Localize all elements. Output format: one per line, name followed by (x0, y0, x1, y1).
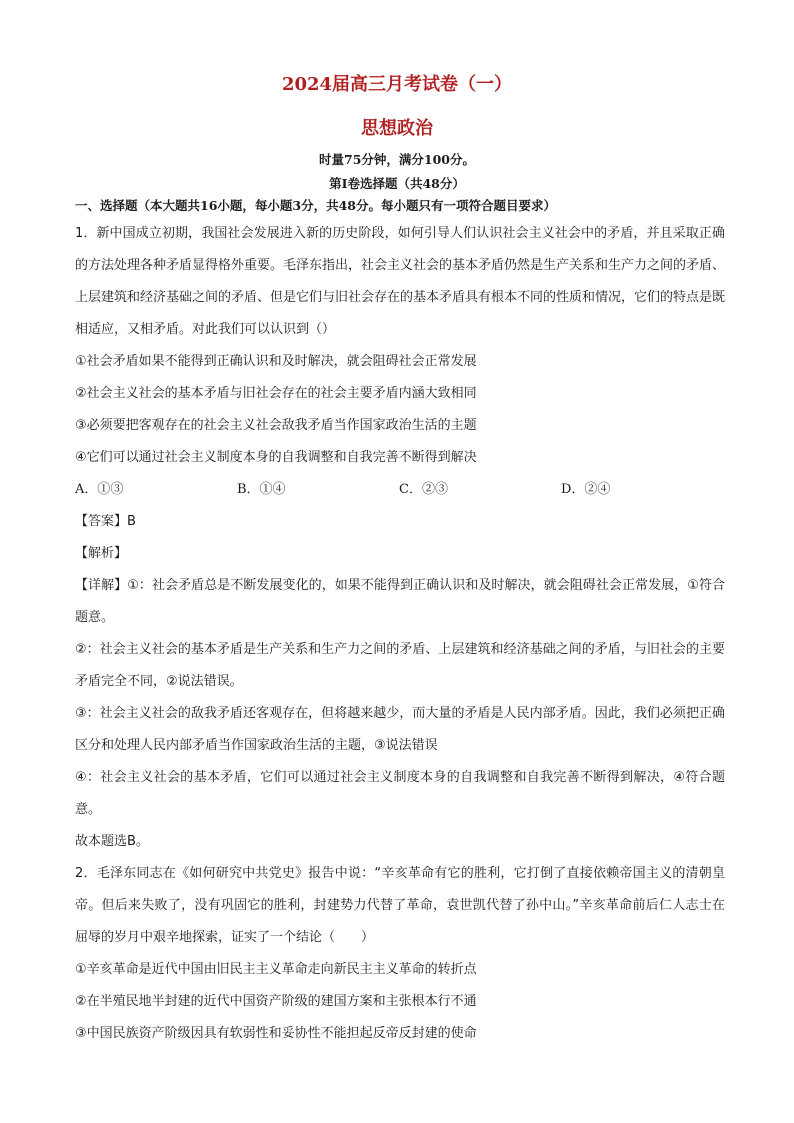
question-2 (75, 858, 725, 1050)
question-2-item-1: ①辛亥革命是近代中国由旧民主主义革命走向新民主主义革命的转折点 (75, 962, 477, 977)
section-heading: 一、选择题（本大题共16小题，每小题3分，共48分。每小题只有一项符合题目要求） (75, 198, 556, 213)
option-a: A．①③ (75, 482, 124, 497)
exam-content (75, 196, 725, 1050)
analysis-paragraph-3: ③：社会主义社会的敌我矛盾还客观存在，但将越来越少，而大量的矛盾是人民内部矛盾。因此，我们必须把正确区分和处理人民内部矛盾当作国家政治生活的主题，③说法错误 (75, 706, 725, 753)
analysis-paragraph-2: ②：社会主义社会的基本矛盾是生产关系和生产力之间的矛盾、上层建筑和经济基础之间的矛盾，与旧社会的主要矛盾完全不同，②说法错误。 (75, 642, 725, 689)
question-2-item-3: ③中国民族资产阶级因具有软弱性和妥协性不能担起反帝反封建的使命 (75, 1026, 477, 1041)
question-1-item-2: ②社会主义社会的基本矛盾与旧社会存在的社会主要矛盾内涵大致相同 (75, 386, 477, 401)
question-1-item-3: ③必须要把客观存在的社会主义社会敌我矛盾当作国家政治生活的主题 (75, 418, 477, 433)
question-2-item-2: ②在半殖民地半封建的近代中国资产阶级的建国方案和主张根本行不通 (75, 994, 477, 1009)
part-title: 第Ⅰ卷选择题（共48分） (329, 176, 465, 191)
question-2-stem: 2．毛泽东同志在《如何研究中共党史》报告中说：“辛亥革命有它的胜利，它打倒了直接依赖帝国主义的清朝皇帝。但后来失败了，没有巩固它的胜利，封建势力代替了革命，袁世凯代替了孙中山。”辛亥革命前后仁人志士在屈辱的岁月中艰辛地探索，证实了一个结论（ ） (75, 866, 725, 945)
question-1 (75, 218, 725, 858)
analysis-paragraph-1: 【详解】①：社会矛盾总是不断发展变化的，如果不能得到正确认识和及时解决，就会阻碍社会正常发展，①符合题意。 (75, 578, 725, 625)
exam-title: 2024届高三月考试卷（一） (281, 74, 513, 95)
question-1-analysis-label: 【解析】 (75, 546, 128, 561)
subject-title: 思想政治 (361, 118, 433, 139)
question-1-item-4: ④它们可以通过社会主义制度本身的自我调整和自我完善不断得到解决 (75, 450, 477, 465)
time-info: 时量75分钟，满分100分。 (319, 152, 475, 167)
question-1-item-1: ①社会矛盾如果不能得到正确认识和及时解决，就会阻碍社会正常发展 (75, 354, 477, 369)
question-1-options (75, 474, 725, 506)
analysis-paragraph-4: ④：社会主义社会的基本矛盾，它们可以通过社会主义制度本身的自我调整和自我完善不断得到解决，④符合题意。 (75, 770, 725, 817)
option-d: D．②④ (561, 482, 611, 497)
option-c: C．②③ (399, 482, 448, 497)
question-1-stem: 1．新中国成立初期，我国社会发展进入新的历史阶段，如何引导人们认识社会主义社会中的矛盾，并且采取正确的方法处理各种矛盾显得格外重要。毛泽东指出，社会主义社会的基本矛盾仍然是生产关系和生产力之间的矛盾、上层建筑和经济基础之间的矛盾、但是它们与旧社会存在的基本矛盾具有根本不同的性质和情况，它们的特点是既相适应，又相矛盾。对此我们可以认识到（） (75, 226, 726, 337)
analysis-conclusion: 故本题选B。 (75, 834, 149, 849)
option-b: B．①④ (237, 482, 286, 497)
question-1-answer: 【答案】B (75, 514, 136, 529)
